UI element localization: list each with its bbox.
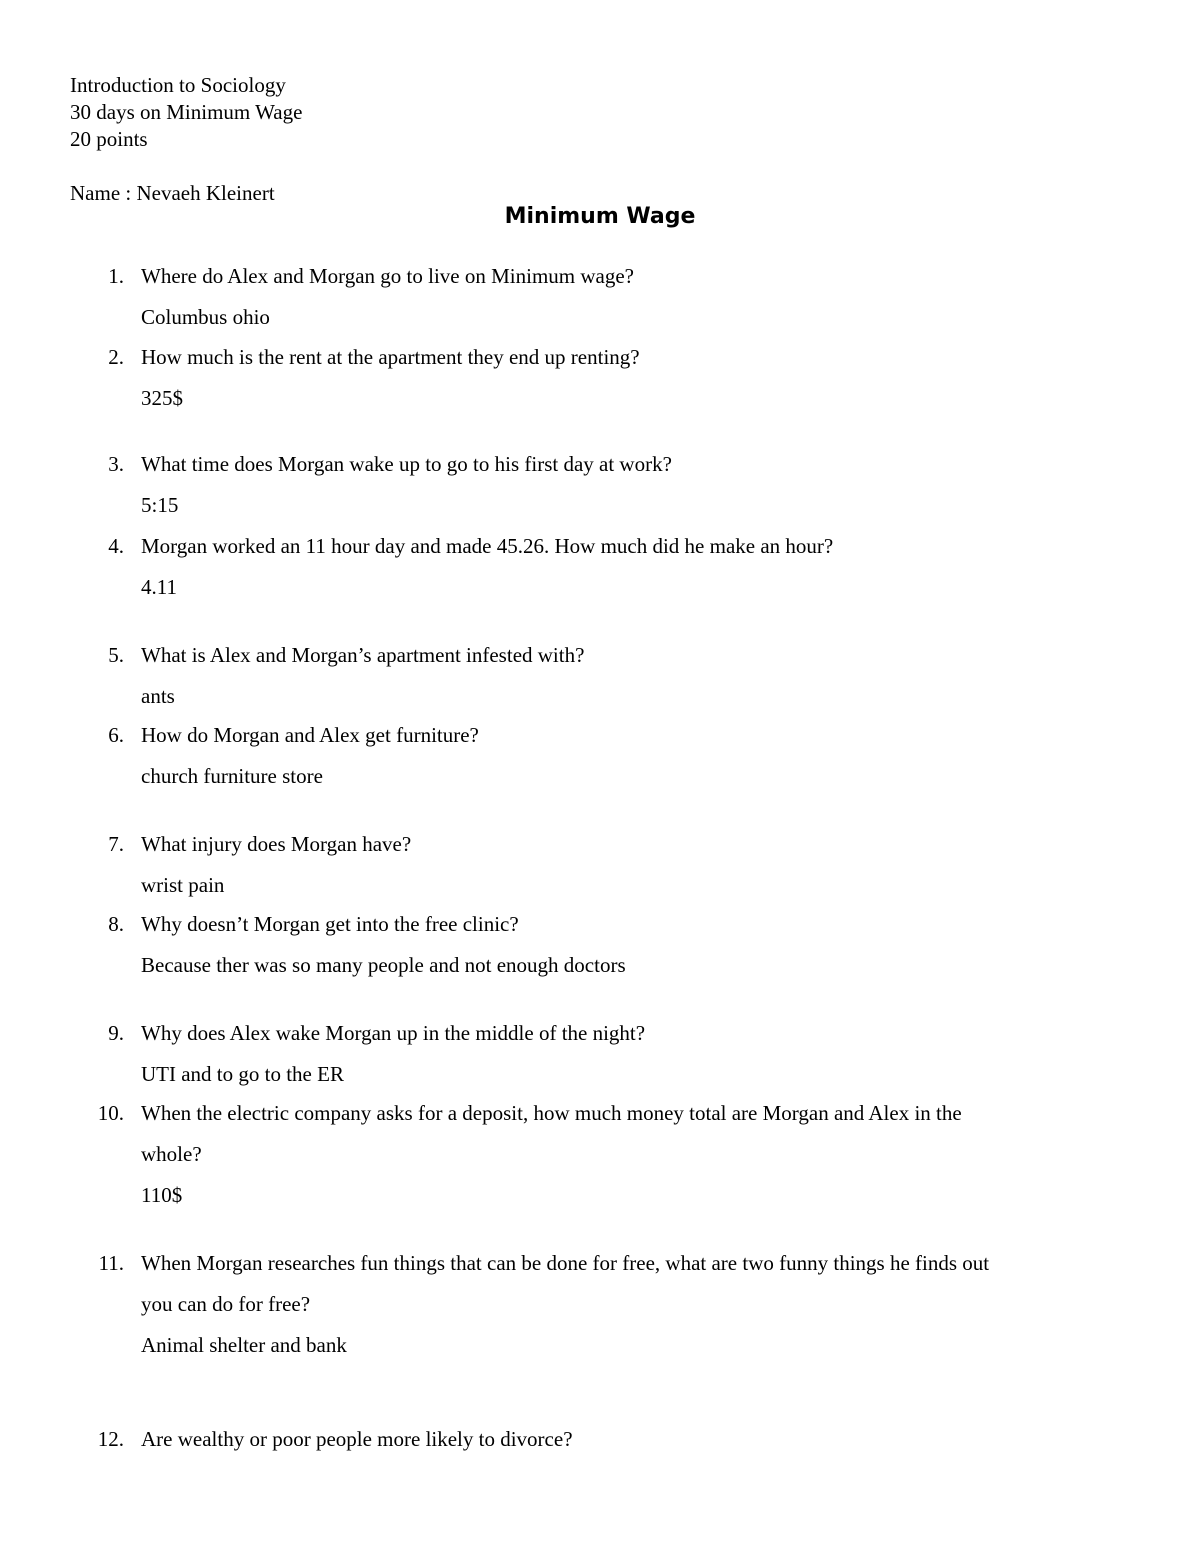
question-text: What is Alex and Morgan’s apartment infested with? [141, 643, 585, 667]
question-text: What injury does Morgan have? [141, 832, 412, 856]
question-number: 3. [108, 452, 124, 476]
student-name: Name : Nevaeh Kleinert [70, 181, 275, 205]
question-number: 7. [108, 832, 124, 856]
answer-text: ants [141, 684, 175, 708]
question-text: What time does Morgan wake up to go to his first day at work? [141, 452, 672, 476]
question-number: 9. [108, 1021, 124, 1045]
question-text: When Morgan researches fun things that can be done for free, what are two funny things he finds out [141, 1251, 990, 1275]
question-number: 1. [108, 264, 124, 288]
answer-text: wrist pain [141, 873, 225, 897]
answer-text: Animal shelter and bank [141, 1333, 347, 1357]
points-label: 20 points [70, 127, 148, 151]
question-number: 12. [97, 1427, 124, 1451]
question-number: 11. [98, 1251, 124, 1275]
question-text: How much is the rent at the apartment they end up renting? [141, 345, 640, 369]
question-number: 4. [108, 534, 124, 558]
answer-text: Columbus ohio [141, 305, 270, 329]
question-number: 2. [108, 345, 124, 369]
assignment-title: 30 days on Minimum Wage [70, 100, 303, 124]
answer-text: UTI and to go to the ER [141, 1062, 344, 1086]
question-number: 5. [108, 643, 124, 667]
question-text: Why does Alex wake Morgan up in the middle of the night? [141, 1021, 646, 1045]
question-text: you can do for free? [141, 1292, 311, 1316]
question-text: When the electric company asks for a deposit, how much money total are Morgan and Alex in the [141, 1101, 962, 1125]
question-text: Morgan worked an 11 hour day and made 45.26. How much did he make an hour? [141, 534, 834, 558]
question-number: 8. [108, 912, 124, 936]
question-text: Where do Alex and Morgan go to live on Minimum wage? [141, 264, 635, 288]
question-number: 6. [108, 723, 124, 747]
answer-text: 325$ [141, 386, 183, 410]
answer-text: Because ther was so many people and not enough doctors [141, 953, 626, 977]
question-number: 10. [97, 1101, 124, 1125]
answer-text: 4.11 [141, 575, 177, 599]
answer-text: 110$ [141, 1183, 183, 1207]
question-text: whole? [141, 1142, 202, 1166]
course-title: Introduction to Sociology [70, 73, 286, 97]
page-title: Minimum Wage [504, 204, 696, 229]
answer-text: church furniture store [141, 764, 323, 788]
question-text: Why doesn’t Morgan get into the free clinic? [141, 912, 519, 936]
question-text: How do Morgan and Alex get furniture? [141, 723, 479, 747]
question-text: Are wealthy or poor people more likely to divorce? [141, 1427, 573, 1451]
answer-text: 5:15 [141, 493, 179, 517]
